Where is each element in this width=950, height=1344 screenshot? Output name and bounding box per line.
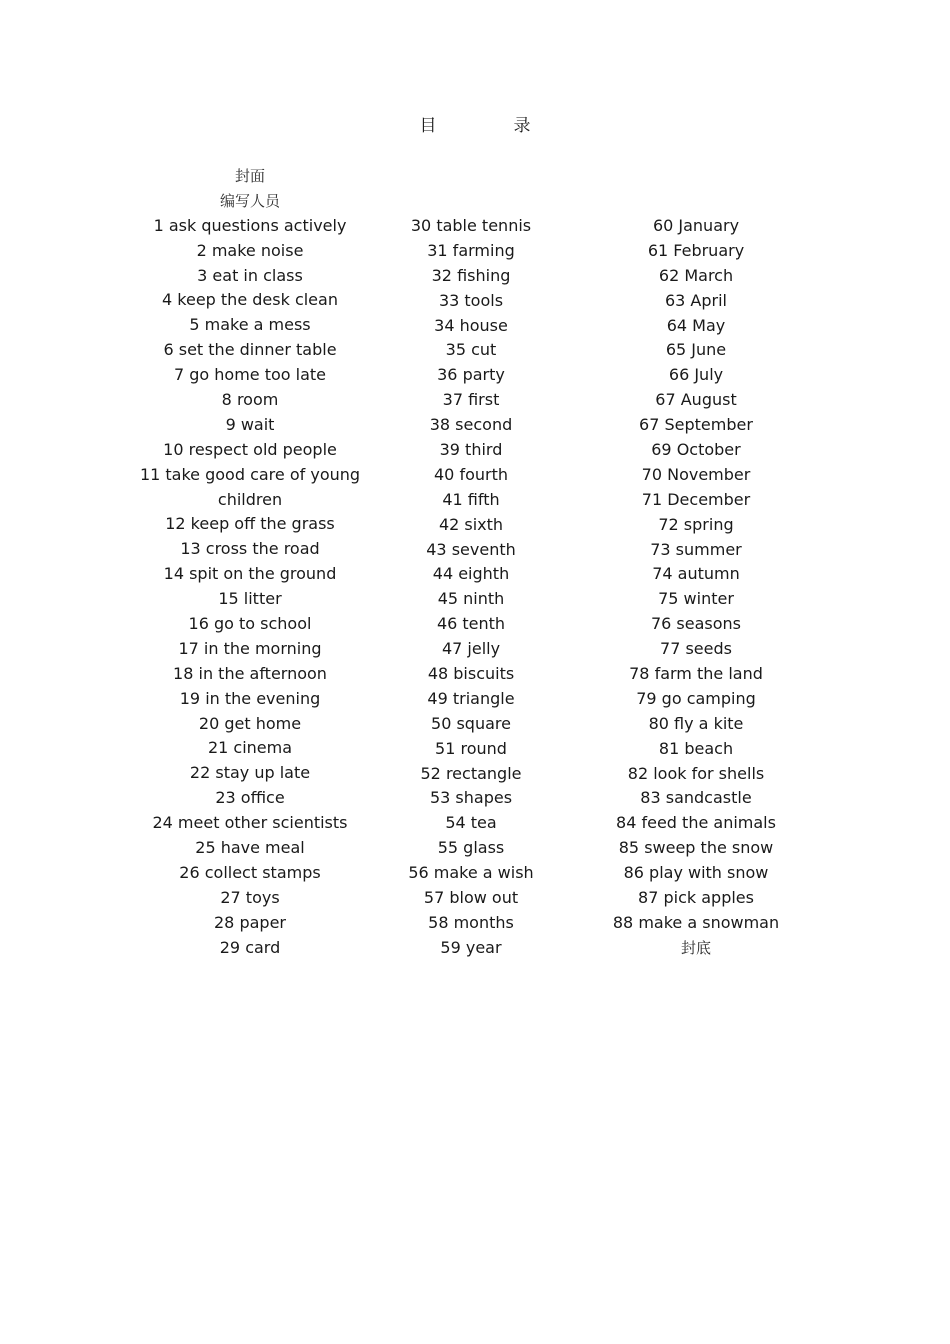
toc-entry[interactable]: 65 June (665, 340, 727, 360)
toc-entry[interactable]: 41 fifth (442, 489, 500, 509)
toc-entry[interactable]: 2 make noise (196, 240, 304, 260)
toc-entry[interactable]: 82 look for shells (627, 763, 765, 783)
toc-entry[interactable]: 49 triangle (427, 688, 515, 708)
toc-entry[interactable]: 28 paper (214, 912, 286, 932)
toc-entry[interactable]: 20 get home (198, 713, 302, 733)
toc-entry[interactable]: 38 second (429, 415, 513, 435)
toc-entry[interactable]: 74 autumn (652, 564, 740, 584)
toc-entry[interactable]: 78 farm the land (629, 664, 763, 684)
toc-entry[interactable]: 88 make a snowman (612, 912, 780, 932)
toc-entry[interactable]: 6 set the dinner table (163, 340, 337, 360)
toc-entry[interactable]: 31 farming (427, 240, 515, 260)
toc-entry[interactable]: 48 biscuits (427, 664, 515, 684)
toc-entry[interactable]: 33 tools (438, 290, 504, 310)
toc-column-middle (366, 214, 576, 961)
toc-entry[interactable]: 67 September (639, 415, 753, 435)
toc-entry[interactable]: 51 round (435, 738, 507, 758)
toc-entry[interactable]: 14 spit on the ground (163, 564, 337, 584)
toc-entry[interactable]: 85 sweep the snow (618, 838, 774, 858)
toc-entry[interactable]: 43 seventh (426, 539, 516, 559)
toc-entry[interactable]: 67 August (655, 390, 737, 410)
toc-entry[interactable]: 1 ask questions actively (153, 215, 347, 235)
toc-entry[interactable]: 40 fourth (434, 464, 508, 484)
toc-entry[interactable]: 56 make a wish (408, 863, 534, 883)
toc-entry[interactable]: 61 February (647, 240, 745, 260)
toc-entry[interactable]: 7 go home too late (173, 365, 327, 385)
toc-entry[interactable]: 16 go to school (188, 614, 312, 634)
toc-entry[interactable]: 42 sixth (438, 514, 504, 534)
toc-entry[interactable]: 66 July (668, 365, 724, 385)
toc-entry[interactable]: 25 have meal (195, 838, 305, 858)
toc-entry[interactable]: 3 eat in class (197, 265, 303, 285)
toc-entry[interactable]: 13 cross the road (180, 539, 320, 559)
toc-entry[interactable]: 12 keep off the grass (165, 514, 335, 534)
toc-entry[interactable]: 22 stay up late (189, 763, 311, 783)
toc-entry[interactable]: 71 December (641, 489, 751, 509)
toc-entry[interactable]: 50 square (431, 713, 511, 733)
toc-entry[interactable]: 18 in the afternoon (173, 663, 327, 683)
toc-entry[interactable]: 73 summer (650, 539, 742, 559)
toc-entry[interactable]: 21 cinema (207, 738, 293, 758)
toc-entry[interactable]: 27 toys (220, 887, 280, 907)
toc-entry[interactable]: 26 collect stamps (179, 862, 321, 882)
toc-entry[interactable]: 84 feed the animals (616, 813, 776, 833)
toc-entry[interactable]: 9 wait (225, 414, 275, 434)
toc-entry[interactable]: 5 make a mess (189, 315, 311, 335)
toc-entry[interactable]: 87 pick apples (638, 888, 754, 908)
toc-entry[interactable]: 37 first (442, 390, 500, 410)
toc-entry[interactable]: 53 shapes (429, 788, 513, 808)
toc-entry[interactable]: 86 play with snow (623, 863, 769, 883)
toc-entry[interactable]: 10 respect old people (163, 439, 337, 459)
toc-entry[interactable]: 64 May (666, 315, 726, 335)
toc-entry[interactable]: 52 rectangle (420, 763, 522, 783)
toc-entry[interactable]: 76 seasons (650, 614, 742, 634)
toc-entry[interactable]: 58 months (428, 912, 514, 932)
toc-entry[interactable]: 8 room (221, 390, 279, 410)
page-title: 目 录 (419, 116, 561, 136)
toc-entry[interactable]: 36 party (437, 365, 505, 385)
toc-entry[interactable]: 11 take good care of young (139, 464, 361, 484)
toc-entry[interactable]: 83 sandcastle (640, 788, 752, 808)
toc-entry[interactable]: 39 third (439, 440, 503, 460)
toc-entry[interactable]: 4 keep the desk clean (162, 290, 338, 310)
toc-entry[interactable]: 57 blow out (423, 888, 519, 908)
toc-entry[interactable]: 59 year (440, 937, 502, 957)
toc-entry[interactable]: 69 October (651, 440, 741, 460)
toc-entry[interactable]: 62 March (658, 265, 734, 285)
toc-entry[interactable]: 44 eighth (432, 564, 510, 584)
toc-entry[interactable]: 15 litter (218, 589, 282, 609)
toc-entry[interactable]: 80 fly a kite (648, 713, 744, 733)
toc-entry[interactable]: 70 November (641, 464, 751, 484)
toc-entry[interactable]: 24 meet other scientists (152, 813, 348, 833)
toc-entry[interactable]: 35 cut (445, 340, 497, 360)
toc-column-left (110, 164, 390, 961)
toc-entry[interactable]: 47 jelly (441, 639, 501, 659)
toc-entry[interactable]: 55 glass (437, 838, 505, 858)
toc-entry[interactable]: 34 house (434, 315, 508, 335)
toc-entry[interactable]: children (217, 489, 283, 509)
toc-entry[interactable]: 75 winter (658, 589, 734, 609)
toc-entry[interactable]: 32 fishing (431, 265, 511, 285)
toc-entry[interactable]: 45 ninth (437, 589, 505, 609)
toc-entry[interactable]: 封底 (680, 938, 711, 957)
toc-entry[interactable]: 79 go camping (636, 688, 756, 708)
toc-entry[interactable]: 63 April (664, 290, 727, 310)
toc-entry[interactable]: 23 office (215, 788, 285, 808)
toc-entry[interactable]: 81 beach (658, 738, 734, 758)
toc-entry[interactable]: 19 in the evening (179, 688, 321, 708)
toc-entry[interactable]: 30 table tennis (410, 216, 532, 235)
toc-entry[interactable]: 17 in the morning (178, 638, 322, 658)
toc-entry[interactable]: 54 tea (445, 813, 497, 833)
toc-entry[interactable]: 60 January (652, 216, 740, 235)
toc-column-right (586, 214, 806, 961)
toc-entry[interactable]: 编写人员 (219, 191, 280, 210)
toc-entry[interactable]: 封面 (234, 167, 265, 185)
toc-entry[interactable]: 46 tenth (436, 614, 506, 634)
toc-entry[interactable]: 72 spring (658, 514, 734, 534)
toc-entry[interactable]: 77 seeds (660, 639, 732, 659)
toc-entry[interactable]: 29 card (219, 937, 281, 957)
